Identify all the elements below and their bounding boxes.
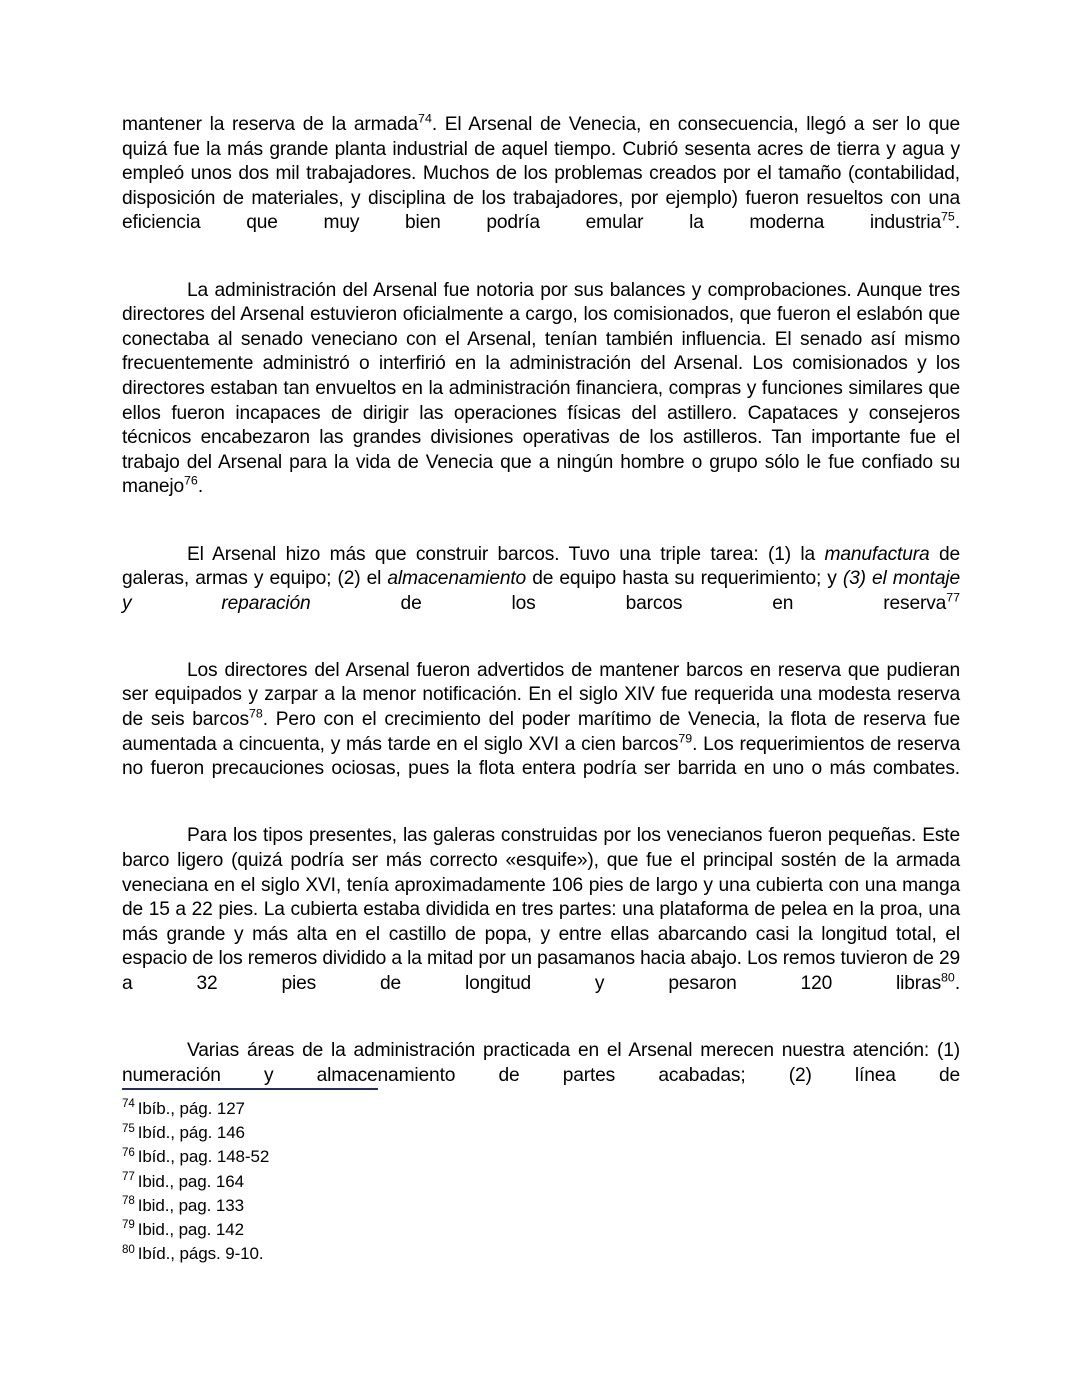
footnote-reference-marker[interactable]: 80 (941, 970, 955, 985)
footnote-text: Ibíd., pag. 148-52 (137, 1147, 270, 1167)
body-paragraph (122, 113, 960, 261)
footnote-number[interactable]: 78 (122, 1194, 135, 1208)
text-run: de los barcos en reserva (310, 592, 947, 614)
footnote-text: Ibíd., pág. 146 (137, 1123, 245, 1143)
body-paragraph (122, 659, 960, 807)
text-run: El Arsenal hizo más que construir barcos. Tuvo una triple tarea: (1) la (187, 543, 825, 565)
paragraph-list (122, 113, 960, 1113)
text-run: mantener la reserva de la armada (122, 114, 419, 135)
footnote-number[interactable]: 79 (122, 1218, 135, 1232)
footnote-section (122, 1088, 960, 1266)
body-text-column (122, 113, 960, 1131)
footnote-number[interactable]: 80 (122, 1242, 135, 1256)
italic-phrase: almacenamiento (387, 568, 527, 590)
footnote-reference-marker[interactable]: 76 (184, 473, 198, 488)
footnote-text: Ibid., pag. 133 (137, 1195, 244, 1215)
text-run: La administración del Arsenal fue notoria por sus balances y comprobaciones. Aunque tres directores del Arsenal estuvieron oficialmente a cargo, los comisionados, que fueron el eslabón que conectaba al senado veneciano con el Arsenal, tenían también influencia. El senado así mismo frecuentemente administró o interfirió en la administración del Arsenal. Los comisionados y los directores estaban tan envueltos en la administración financiera, compras y funciones similares que ellos fueron incapaces de dirigir las operaciones físicas del astillero. Capataces y consejeros técnicos encabezaron las grandes divisiones operativas de los astilleros. Tan importante fue el trabajo del Arsenal para la vida de Venecia que a ningún hombre o grupo sólo le fue confiado su manejo (122, 279, 960, 498)
body-paragraph (122, 543, 960, 641)
text-run: de galeras, armas y equipo; (2) el (122, 543, 960, 590)
italic-phrase: manufactura (824, 543, 930, 565)
footnote-text: Ibíb., pág. 127 (137, 1099, 245, 1118)
footnote-reference-marker[interactable]: 79 (678, 731, 693, 746)
footnote-reference-marker[interactable]: 74 (418, 111, 432, 126)
footnote-number[interactable]: 77 (122, 1169, 135, 1183)
text-run: Para los tipos presentes, las galeras construidas por los venecianos fueron pequeñas. Este barco ligero (quizá podría ser más correcto «esquife»), que fue el principal sostén de la armada veneciana en el siglo XVI, tenía aproximadamente 106 pies de largo y una cubierta con una manga de 15 a 22 pies. La cubierta estaba dividida en tres partes: una plataforma de pelea en la proa, una más grande y más alta en el castillo de popa, y entre ellas abarcando casi la longitud total, el espacio de los remeros dividido a la mitad por un pasamanos hacia abajo. Los remos tuvieron de 29 a 32 pies de longitud y pesaron 120 libras (122, 825, 960, 994)
footnote-item (122, 1218, 960, 1242)
footnote-item (122, 1242, 960, 1266)
text-run: . Pero con el crecimiento del poder marítimo de Venecia, la flota de reserva fue aumentada a cincuenta, y más tarde en el siglo XVI a cien barcos (122, 709, 960, 755)
text-run: Los directores del Arsenal fueron advertidos de mantener barcos en reserva que pudieran ser equipados y zarpar a la menor notificación. En el siglo XIV fue requerida una modesta reserva de seis barcos (122, 659, 960, 731)
footnote-number[interactable]: 76 (122, 1145, 135, 1159)
footnote-reference-marker[interactable]: 78 (248, 706, 263, 721)
footnote-item (122, 1194, 960, 1218)
footnote-separator-rule (122, 1088, 378, 1090)
italic-phrase: (3) el montaje y reparación (122, 568, 960, 614)
text-run: . Los requerimientos de reserva no fueron precauciones ociosas, pues la flota entera podría ser barrida en uno o más combates. (122, 733, 960, 780)
text-run: . (954, 973, 960, 994)
body-paragraph (122, 824, 960, 1021)
footnote-reference-marker[interactable]: 77 (946, 590, 960, 605)
footnote-item (122, 1145, 960, 1169)
text-run: de equipo hasta su requerimiento; y (526, 568, 843, 590)
body-paragraph (122, 279, 960, 525)
footnote-text: Ibid., pag. 142 (137, 1220, 244, 1240)
footnote-item (122, 1170, 960, 1194)
footnote-text: Ibíd., págs. 9-10. (137, 1244, 264, 1264)
footnote-item (122, 1121, 960, 1145)
footnote-reference-marker[interactable]: 75 (941, 209, 955, 224)
footnote-number[interactable]: 74 (122, 1097, 135, 1111)
text-run: . El Arsenal de Venecia, en consecuencia, llegó a ser lo que quizá fue la más grande planta industrial de aquel tiempo. Cubrió sesenta acres de tierra y agua y empleó unos dos mil trabajadores. Muchos de los problemas creados por el tamaño (contabilidad, disposición de materiales, y disciplina de los trabajadores, por ejemplo) fueron resueltos con una eficiencia que muy bien podría emular la moderna industria (122, 114, 960, 234)
text-run: . (197, 476, 204, 498)
footnote-list (122, 1097, 960, 1266)
footnote-text: Ibid., pag. 164 (137, 1171, 244, 1191)
footnote-item (122, 1097, 960, 1121)
text-run: Varias áreas de la administración practicada en el Arsenal merecen nuestra atención: (1) numeración y almacenamiento de partes acabadas; (2) línea de (122, 1040, 960, 1086)
text-run: . (954, 212, 960, 234)
footnote-number[interactable]: 75 (122, 1121, 135, 1135)
